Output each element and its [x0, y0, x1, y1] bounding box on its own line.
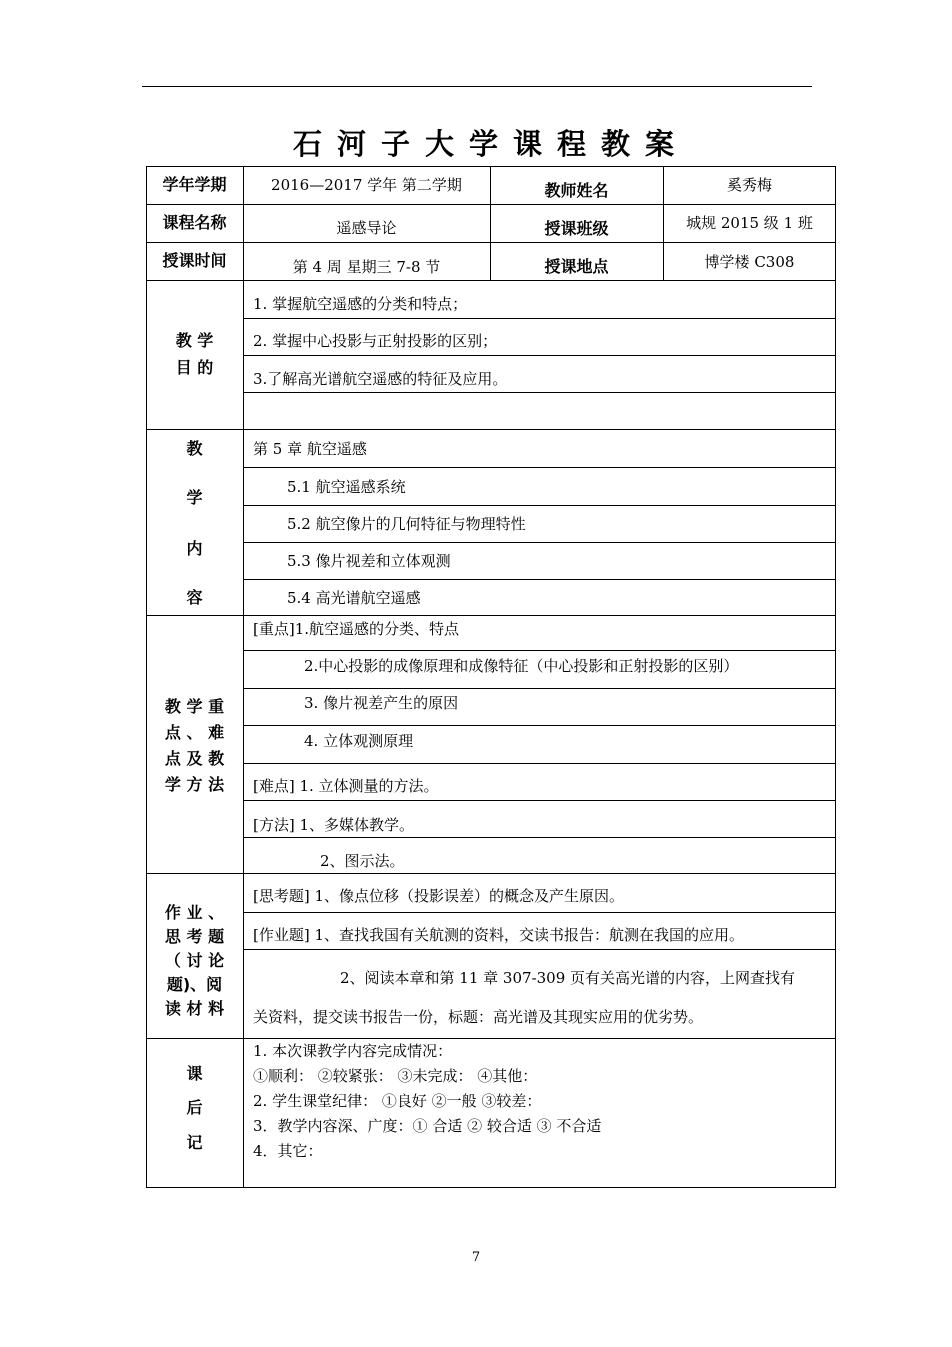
course-value: 遥感导论	[336, 219, 397, 237]
class-value: 城规 2015 级 1 班	[686, 214, 813, 232]
content-item: 5.1 航空遥感系统	[287, 478, 406, 496]
homework-item: [作业题] 1、查找我国有关航测的资料，交读书报告：航测在我国的应用。	[253, 926, 745, 944]
semester-value: 2016—2017 学年 第二学期	[271, 176, 462, 194]
teacher-label: 教师姓名	[544, 181, 609, 200]
content-item: 5.2 航空像片的几何特征与物理特性	[287, 515, 526, 533]
objectives-label-line1: 教 学	[175, 331, 214, 350]
header-rule	[142, 86, 812, 87]
content-item: 第 5 章 航空遥感	[253, 440, 367, 458]
content-label-char: 内	[186, 539, 203, 558]
homework-label-line: 题)、阅	[166, 975, 223, 994]
time-label: 授课时间	[162, 251, 227, 270]
keypoint-item: [难点] 1. 立体测量的方法。	[253, 777, 439, 795]
page-number: 7	[471, 1250, 481, 1265]
class-label: 授课班级	[544, 219, 609, 238]
keypoints-label-line: 点 、 难	[164, 723, 225, 742]
content-item: 5.4 高光谱航空遥感	[287, 589, 421, 607]
keypoint-item: [重点]1.航空遥感的分类、特点	[253, 620, 460, 638]
homework-item: 2、阅读本章和第 11 章 307-309 页有关高光谱的内容，上网查找有	[340, 969, 796, 987]
homework-label-line: 读 材 料	[164, 999, 225, 1018]
homework-label-line: （ 讨 论	[164, 951, 225, 970]
keypoints-label-line: 点 及 教	[164, 749, 225, 768]
content-label-char: 教	[186, 439, 203, 458]
homework-item: 关资料，提交读书报告一份，标题：高光谱及其现实应用的优劣势。	[253, 1008, 704, 1026]
lesson-plan-table	[146, 166, 836, 1188]
teacher-value: 奚秀梅	[726, 176, 772, 194]
objective-item: 3.了解高光谱航空遥感的特征及应用。	[253, 370, 508, 388]
document-title: 石河子大学课程教案	[292, 127, 689, 161]
afterword-line: 3．教学内容深、广度：① 合适 ② 较合适 ③ 不合适	[253, 1117, 602, 1135]
keypoint-item: 2、图示法。	[320, 852, 405, 870]
keypoint-item: 3. 像片视差产生的原因	[304, 694, 459, 712]
afterword-label-char: 课	[186, 1064, 203, 1083]
homework-label-line: 思 考 题	[164, 927, 225, 946]
place-label: 授课地点	[544, 257, 609, 276]
time-value: 第 4 周 星期三 7-8 节	[292, 258, 441, 276]
place-value: 博学楼 C308	[704, 253, 795, 271]
keypoint-item: 2.中心投影的成像原理和成像特征（中心投影和正射投影的区别）	[304, 657, 739, 675]
objectives-label-line2: 目 的	[175, 358, 214, 377]
afterword-line: 2. 学生课堂纪律： ①良好 ②一般 ③较差：	[253, 1092, 542, 1110]
afterword-line: ①顺利： ②较紧张： ③未完成： ④其他：	[253, 1067, 538, 1085]
keypoint-item: 4. 立体观测原理	[304, 732, 414, 750]
afterword-label-char: 记	[186, 1133, 203, 1152]
content-label-char: 学	[186, 488, 203, 507]
semester-label: 学年学期	[162, 175, 227, 194]
objective-item: 1. 掌握航空遥感的分类和特点；	[253, 295, 468, 313]
afterword-line: 1. 本次课教学内容完成情况：	[253, 1042, 453, 1060]
homework-item: [思考题] 1、像点位移（投影误差）的概念及产生原因。	[253, 887, 625, 905]
course-label: 课程名称	[162, 213, 227, 232]
content-item: 5.3 像片视差和立体观测	[287, 552, 451, 570]
content-label-char: 容	[186, 588, 203, 607]
homework-label-line: 作 业 、	[164, 903, 225, 922]
keypoint-item: [方法] 1、多媒体教学。	[253, 816, 415, 834]
afterword-label-char: 后	[186, 1098, 203, 1117]
keypoints-label-line: 学 方 法	[164, 775, 225, 794]
afterword-line: 4．其它：	[253, 1142, 323, 1160]
objective-item: 2. 掌握中心投影与正射投影的区别；	[253, 332, 498, 350]
keypoints-label-line: 教 学 重	[164, 697, 225, 716]
